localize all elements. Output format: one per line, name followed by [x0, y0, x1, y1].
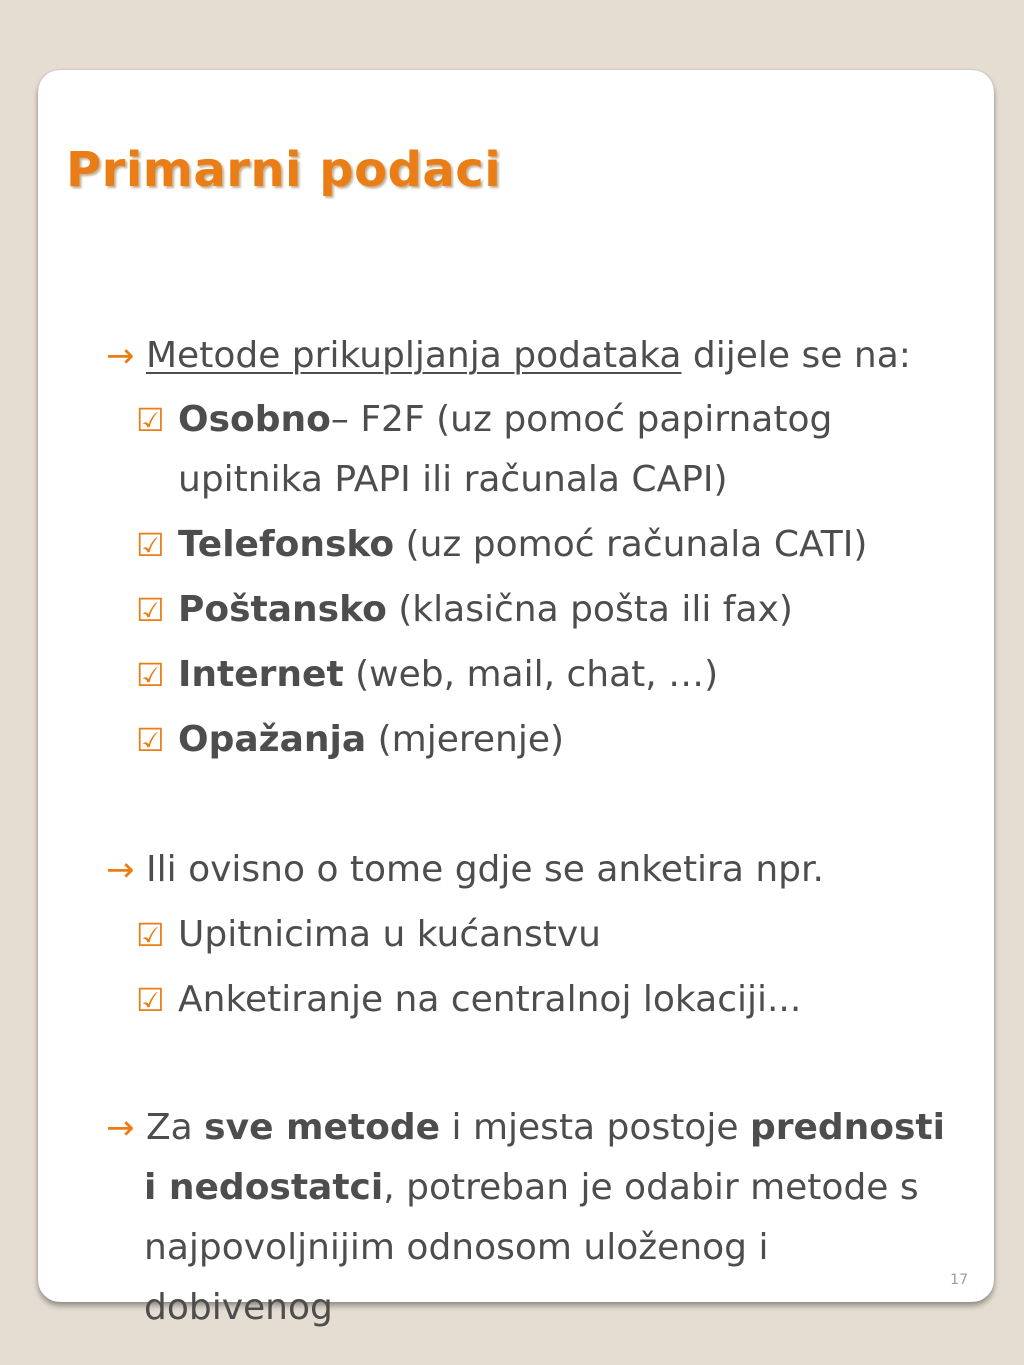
bullet-advantages-line4 [144, 1278, 333, 1338]
page-number: 17 [950, 1272, 968, 1288]
bullet-advantages [106, 1098, 945, 1158]
sub-item-text: Anketiranje na centralnoj lokaciji... [178, 979, 802, 1020]
sub-item-rest: (uz pomoć računala CATI) [394, 524, 868, 565]
sub-item-postansko [136, 580, 793, 640]
arrow-right-icon: → [106, 850, 135, 890]
bullet-location [106, 840, 824, 900]
sub-item-rest: upitnika PAPI ili računala CAPI) [178, 459, 728, 500]
sub-item-bold: Internet [178, 654, 344, 695]
checkbox-checked-icon: ☑ [136, 721, 165, 759]
sub-item-osobno-line2 [178, 450, 728, 510]
bullet-advantages-line3 [144, 1218, 768, 1278]
sub-item-rest: (mjerenje) [366, 719, 565, 760]
arrow-right-icon: → [106, 336, 135, 376]
bullet-bold: i nedostatci [144, 1167, 384, 1208]
checkbox-checked-icon: ☑ [136, 401, 165, 439]
checkbox-checked-icon: ☑ [136, 916, 165, 954]
bullet-methods-underlined: Metode prikupljanja podataka [146, 335, 682, 376]
checkbox-checked-icon: ☑ [136, 526, 165, 564]
slide [38, 70, 994, 1328]
sub-item-bold: Opažanja [178, 719, 367, 760]
sub-item-opazanja [136, 710, 564, 770]
checkbox-checked-icon: ☑ [136, 656, 165, 694]
sub-item-rest: (web, mail, chat, …) [343, 654, 719, 695]
bullet-text: dobivenog [144, 1287, 333, 1328]
bullet-advantages-line2 [144, 1158, 919, 1218]
sub-item-telefonsko [136, 515, 867, 575]
sub-item-bold: Osobno [178, 399, 331, 440]
sub-item-text: Upitnicima u kućanstvu [178, 914, 601, 955]
bullet-text: najpovoljnijim odnosom uloženog i [144, 1227, 769, 1268]
bullet-bold: sve metode [204, 1107, 441, 1148]
sub-item-internet [136, 645, 718, 705]
sub-item-osobno [136, 390, 832, 450]
sub-item-rest: (klasična pošta ili fax) [386, 589, 793, 630]
bullet-bold: prednosti [749, 1107, 945, 1148]
sub-item-bold: Telefonsko [178, 524, 395, 565]
arrow-right-icon: → [106, 1108, 135, 1148]
slide-title: Primarni podaci [66, 142, 502, 198]
sub-item-bold: Poštansko [178, 589, 387, 630]
bullet-text: Za [146, 1107, 205, 1148]
bullet-methods-rest: dijele se na: [681, 335, 911, 376]
bullet-text: i mjesta postoje [440, 1107, 750, 1148]
checkbox-checked-icon: ☑ [136, 591, 165, 629]
checkbox-checked-icon: ☑ [136, 981, 165, 1019]
sub-item-kucanstvo [136, 905, 601, 965]
bullet-text: , potreban je odabir metode s [383, 1167, 919, 1208]
bullet-location-text: Ili ovisno o tome gdje se anketira npr. [146, 849, 824, 890]
sub-item-rest: – F2F (uz pomoć papirnatog [330, 399, 833, 440]
sub-item-centralna-lokacija [136, 970, 801, 1030]
bullet-methods [106, 326, 911, 386]
